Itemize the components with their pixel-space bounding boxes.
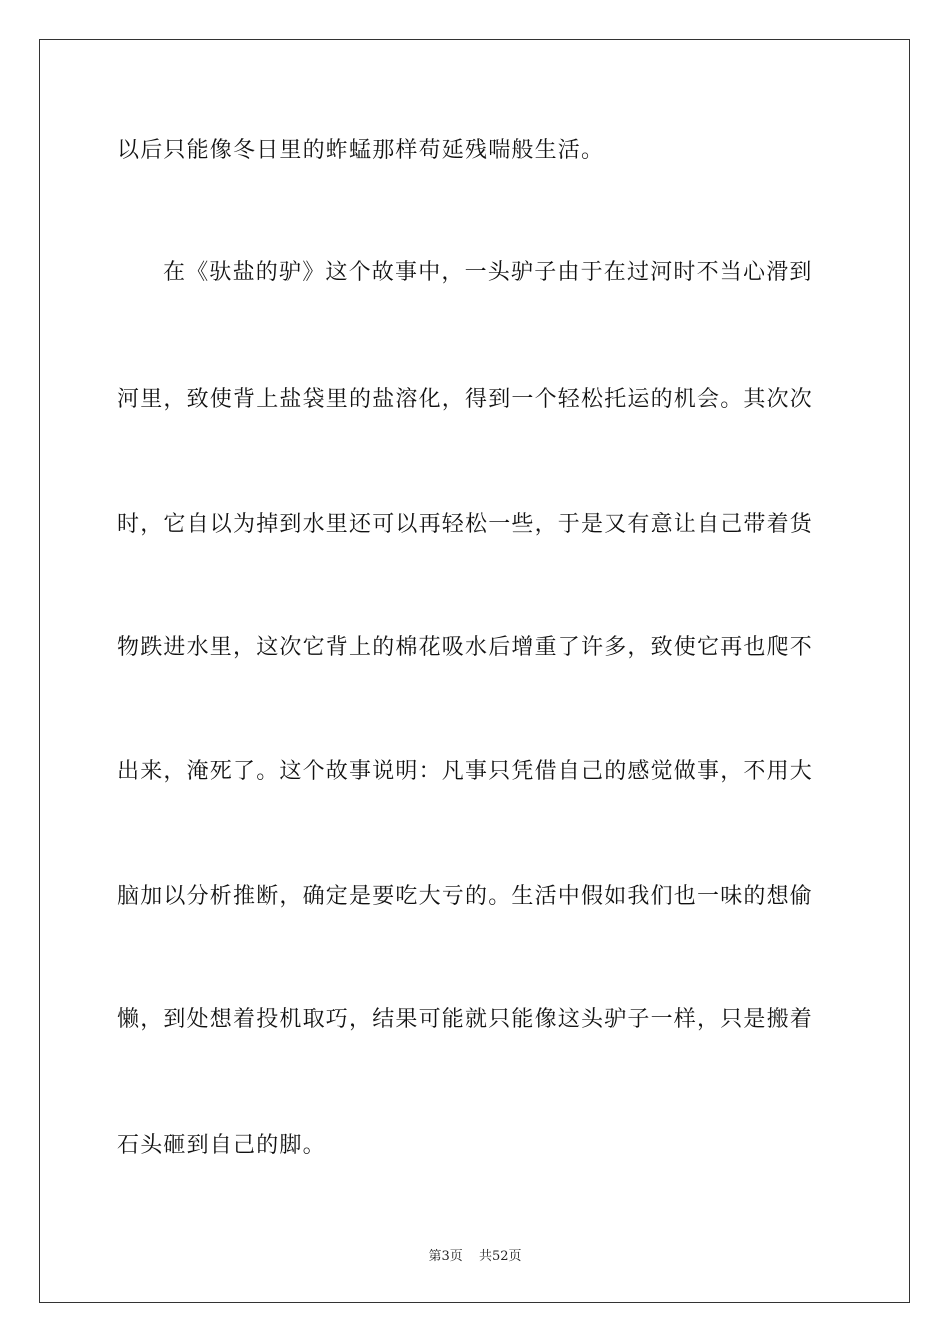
- text-line-2: 在《驮盐的驴》这个故事中，一头驴子由于在过河时不当心滑到: [163, 260, 813, 285]
- text-line-5: 物跌进水里，这次它背上的棉花吸水后增重了许多，致使它再也爬不: [117, 635, 814, 660]
- page-number: 第3页: [428, 1249, 463, 1264]
- text-line-6: 出来，淹死了。这个故事说明：凡事只凭借自己的感觉做事，不用大: [117, 759, 814, 784]
- page-footer: [0, 1245, 950, 1264]
- text-line-9: 石头砸到自己的脚。: [117, 1133, 326, 1158]
- text-line-1: 以后只能像冬日里的蚱蜢那样苟延残喘般生活。: [117, 138, 605, 163]
- text-line-4: 时，它自以为掉到水里还可以再轻松一些，于是又有意让自己带着货: [117, 512, 814, 537]
- total-pages: 共52页: [478, 1249, 522, 1264]
- text-line-7: 脑加以分析推断，确定是要吃大亏的。生活中假如我们也一味的想偷: [117, 884, 814, 909]
- text-line-3: 河里，致使背上盐袋里的盐溶化，得到一个轻松托运的机会。其次次: [117, 387, 814, 412]
- text-line-8: 懒，到处想着投机取巧，结果可能就只能像这头驴子一样，只是搬着: [117, 1007, 814, 1032]
- page-border: [39, 39, 910, 1303]
